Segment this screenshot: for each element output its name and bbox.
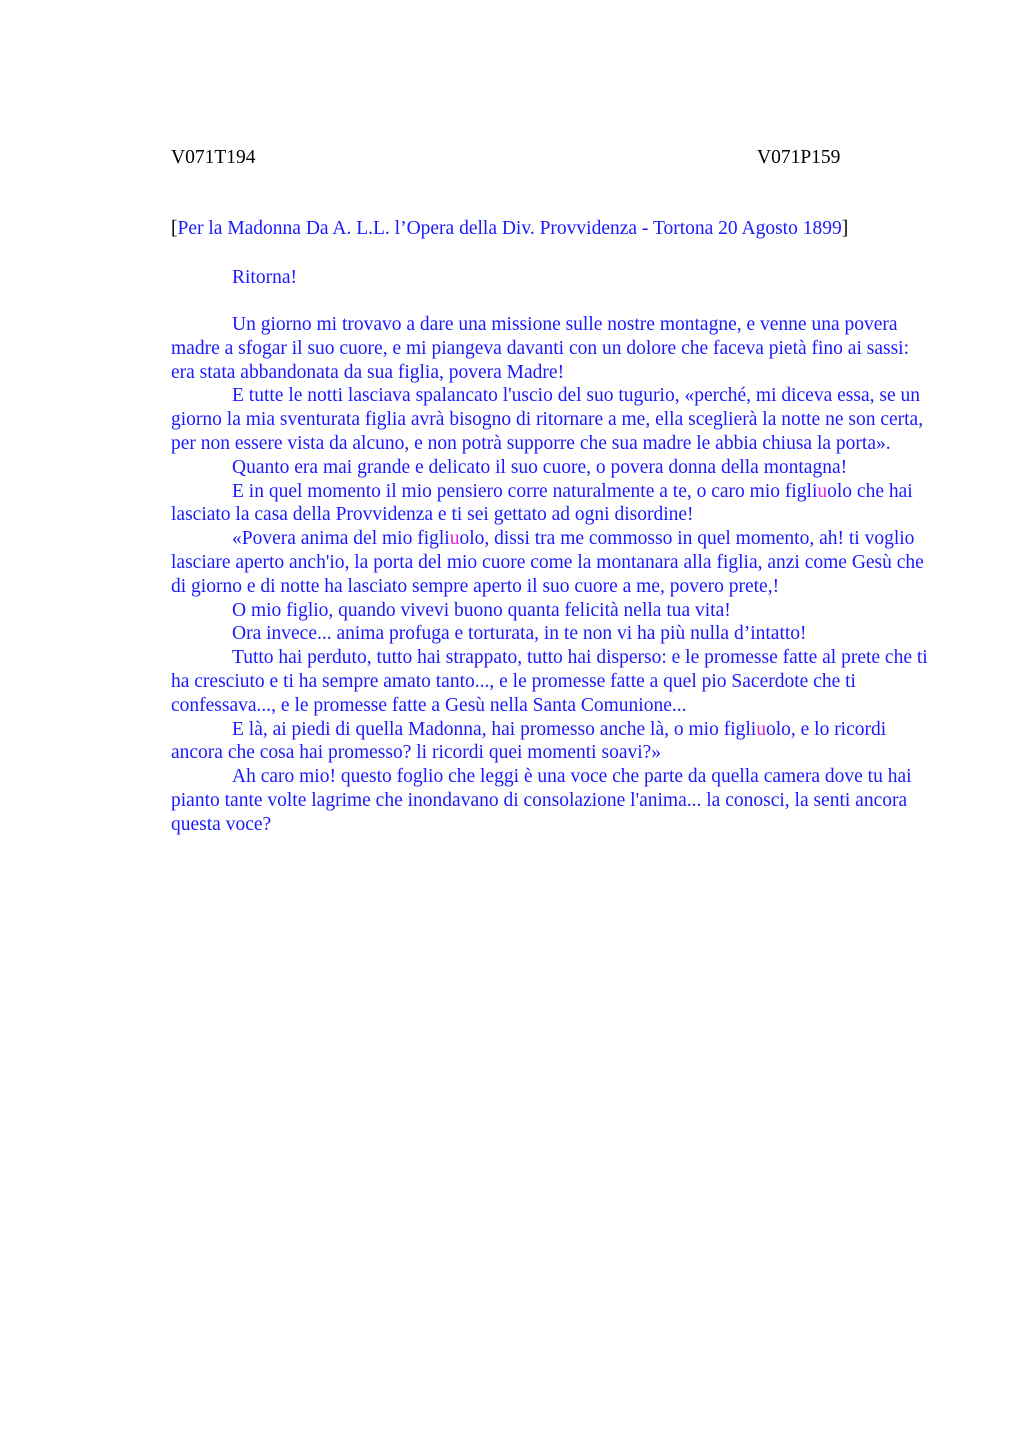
document-code-left: V071T194 — [171, 147, 256, 168]
paragraph — [171, 718, 931, 766]
document-heading — [171, 217, 931, 241]
paragraph-text: «Povera anima del mio figli — [232, 528, 450, 550]
heading-close-bracket: ] — [841, 218, 849, 239]
paragraph — [171, 480, 931, 528]
paragraph — [171, 527, 931, 598]
paragraph: Quanto era mai grande e delicato il suo cuore, o povera donna della montagna! — [232, 456, 848, 478]
paragraph-text: E in quel momento il mio pensiero corre naturalmente a te, o caro mio figli — [232, 480, 818, 502]
heading-open-bracket: [ — [171, 218, 178, 239]
paragraph-text: olo, e lo ricordi ancora che cosa hai promesso? li ricordi quei momenti soavi?» — [171, 718, 887, 764]
paragraph: Ora invece... anima profuga e torturata, in te non vi ha più nulla d’intatto! — [232, 623, 807, 645]
paragraph-text: E là, ai piedi di quella Madonna, hai promesso anche là, o mio figli — [232, 718, 757, 740]
paragraph: O mio figlio, quando vivevi buono quanta felicità nella tua vita! — [232, 599, 731, 621]
heading-text: Per la Madonna Da A. L.L. l’Opera della Div. Provvidenza - Tortona 20 Agosto 1899 — [177, 218, 842, 239]
paragraph: Un giorno mi trovavo a dare una missione sulle nostre montagne, e venne una povera madre a sfogar il suo cuore, e mi piangeva davanti con un dolore che faceva pietà fino ai sassi: era stata abbandonata da sua figlia, povera Madre! — [171, 314, 910, 383]
highlighted-letter: u — [756, 718, 766, 740]
paragraph-text: olo che hai lasciato la casa della Provvidenza e ti sei gettato ad ogni disordine! — [171, 480, 913, 526]
page-code-right: V071P159 — [757, 147, 841, 168]
paragraph-text: olo, dissi tra me commosso in quel momento, ah! ti voglio lasciare aperto anch'io, la porta del mio cuore come la montanara alla figlia, anzi come Gesù che di giorno e di notte ha lasciato sempre aperto il suo cuore a me, povero prete,! — [171, 528, 924, 597]
highlighted-letter: u — [449, 528, 460, 550]
highlighted-letter: u — [817, 480, 828, 502]
paragraph: Ah caro mio! questo foglio che leggi è una voce che parte da quella camera dove tu hai pianto tante volte lagrime che inondavano di consolazione l'anima... la conosci, la senti ancora questa voce? — [171, 766, 912, 835]
paragraph: E tutte le notti lasciava spalancato l'uscio del suo tugurio, «perché, mi diceva essa, se un giorno la mia sventurata figlia avrà bisogno di ritornare a me, ella sceglierà la notte ne son certa, per non essere vista da alcuno, e non potrà supporre che sua madre le abbia chiusa la porta». — [171, 385, 924, 454]
letter-body — [171, 313, 931, 837]
letter-title: Ritorna! — [232, 267, 297, 288]
paragraph: Tutto hai perduto, tutto hai strappato, tutto hai disperso: e le promesse fatte al prete che ti ha cresciuto e ti ha sempre amato tanto..., e le promesse fatte a quel pio Sacerdote che ti confessava..., e le promesse fatte a Gesù nella Santa Comunione... — [171, 647, 928, 716]
